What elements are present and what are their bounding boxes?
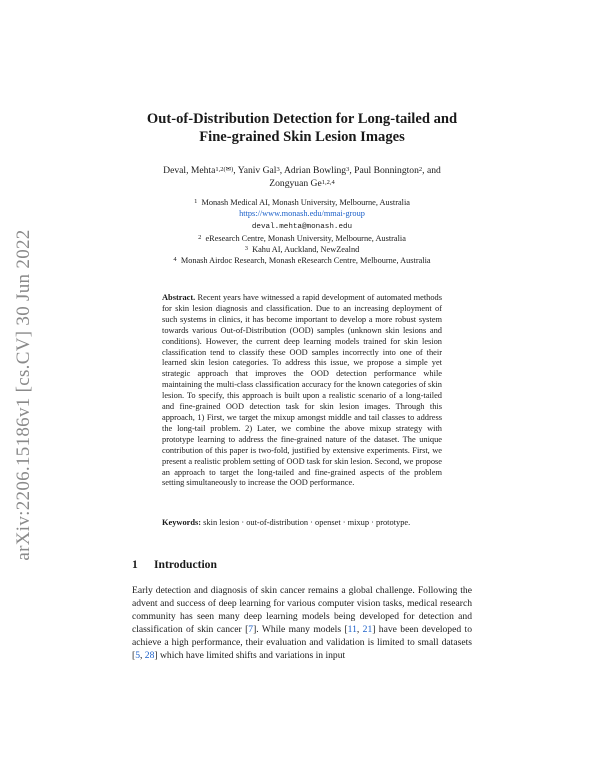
section-title: Introduction [154,558,217,571]
introduction-paragraph: Early detection and diagnosis of skin cancer remains a global challenge. Following the advent and success of deep learning for various computer vision tasks, medical research community has seen many deep learning models being developed for detection and classification of skin cancer [7]. While many models [11, 21] have been developed to achieve a high performance, their evaluation and validation is limited to small datasets [5, 28] which have limited shifts and variations in input [132,585,472,661]
affiliation-list [132,197,472,267]
affiliation-4: $^4$ Monash Airdoc Research, Monash eResearch Centre, Melbourne, Australia [173,256,431,266]
title-line-2: Fine-grained Skin Lesion Images [199,129,405,145]
author-name: , Paul Bonnington [349,165,419,176]
author-affiliation-mark: 3 [276,166,280,173]
keywords [162,518,442,529]
author-list [132,164,472,190]
arxiv-identifier: arXiv:2206.15186v1 [cs.CV] 30 Jun 2022 [13,229,34,561]
affiliation-3: $^3$ Kahu AI, Auckland, NewZealnd [244,245,360,255]
keywords-text: skin lesion · out-of-distribution · openset · mixup · prototype. [203,518,411,527]
affiliation-link[interactable]: https://www.monash.edu/mmai-group [239,209,365,219]
author-line-2 [132,177,472,190]
arxiv-side-stamp [10,210,38,580]
abstract [162,293,442,489]
section-heading [132,558,217,571]
citation-link[interactable]: 21 [362,624,373,635]
section-number: 1 [132,558,138,571]
paper-title [132,110,472,146]
abstract-text: Recent years have witnessed a rapid development of automated methods for skin lesion diagnosis and classification. Due to an increasing deployment of such systems in clinics, it has become important to develop a more robust system towards various Out-of-Distribution (OOD) samples (unknown skin lesions and conditions). However, the current deep learning models trained for skin lesion classification tend to classify these OOD samples incorrectly into one of their learned skin lesion categories. To address this issue, we propose a simple yet strategic approach that improves the OOD detection performance while maintaining the multi-class classification accuracy for the known categories of skin lesion. To specify, this approach is built upon a realistic scenario of a long-tailed and fine-grained OOD detection task for skin lesion images. Through this approach, 1) First, we target the mixup amongst middle and tail classes to address the long-tail problem. 2) Later, we combine the above mixup strategy with prototype learning to address the fine-grained nature of the dataset. The unique contribution of this paper is two-fold, justified by extensive experiments. First, we present a realistic problem setting of OOD task for skin lesion. Second, we propose an approach to target the long-tailed and fine-grained aspects of the problem setting simultaneously to increase the OOD performance. [162,293,443,488]
author-name: Zongyuan Ge [269,178,322,189]
author-affiliation-mark: 1,2(✉) [215,166,234,173]
citation-link[interactable]: 11 [347,624,357,635]
author-line-1 [132,164,472,177]
affiliation-2: $^2$ eResearch Centre, Monash University, Melbourne, Australia [198,233,406,243]
author-name: Deval, Mehta [163,165,216,176]
citation-link[interactable]: 5 [135,650,140,661]
author-name: , Yaniv Gal [233,165,277,176]
author-conjunction: , and [422,165,441,176]
abstract-label: Abstract. [162,293,196,302]
affiliation-1: $^1$ Monash Medical AI, Monash University, Melbourne, Australia [194,198,410,207]
author-affiliation-mark: 3 [346,166,350,173]
author-affiliation-mark: 2 [418,166,423,173]
title-line-1: Out-of-Distribution Detection for Long-tailed and [146,111,458,127]
author-affiliation-mark: 1,2,4 [321,179,335,186]
author-email: deval.mehta@monash.edu [251,222,353,231]
author-name: , Adrian Bowling [279,165,347,176]
keywords-label: Keywords: [162,518,202,527]
citation-link[interactable]: 28 [144,650,155,661]
citation-link[interactable]: 7 [248,624,254,635]
